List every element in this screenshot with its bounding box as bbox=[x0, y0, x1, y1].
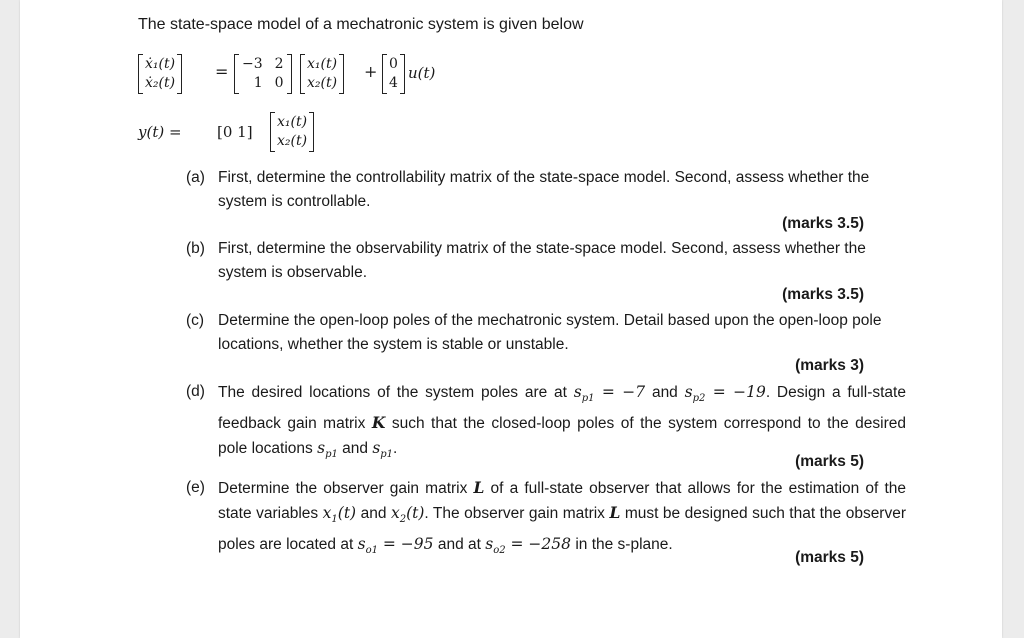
question-label: (d) bbox=[186, 383, 205, 400]
output-lhs bbox=[138, 123, 182, 141]
text-part: and bbox=[645, 384, 685, 401]
question-label: (e) bbox=[186, 479, 205, 496]
marks-b: (marks 3.5) bbox=[782, 286, 864, 303]
pole-symbol: s bbox=[357, 535, 366, 554]
question-c bbox=[186, 309, 906, 357]
marks-e: (marks 5) bbox=[795, 549, 864, 566]
marks-a: (marks 3.5) bbox=[782, 215, 864, 232]
marks-c: (marks 3) bbox=[795, 357, 864, 374]
pole-symbol: s bbox=[684, 383, 693, 401]
pole-symbol: s bbox=[372, 439, 381, 458]
text-part: . The observer gain matrix bbox=[424, 505, 610, 522]
text-part: Determine the observer gain matrix bbox=[218, 480, 474, 497]
gain-k: K bbox=[371, 413, 386, 433]
pole-subscript: o1 bbox=[365, 545, 378, 557]
pole-value: = −19 bbox=[705, 383, 766, 401]
pole-subscript: p1 bbox=[380, 449, 394, 461]
state-symbol: x bbox=[390, 504, 400, 522]
question-label: (a) bbox=[186, 169, 205, 186]
gain-l: L bbox=[609, 503, 621, 522]
x1: x₁(t) bbox=[277, 114, 308, 130]
question-b bbox=[186, 237, 906, 285]
text-part: and bbox=[337, 440, 373, 458]
x2-dot: ẋ₂(t) bbox=[145, 75, 176, 91]
state-subscript: 1 bbox=[331, 514, 338, 526]
question-text: First, determine the controllability matrix of the state-space model. Second, assess whether the system is controllable. bbox=[218, 169, 870, 210]
text-part: such that the closed-loop poles of the system correspond to the desired pole locations bbox=[218, 415, 907, 458]
equals-sign: = bbox=[215, 62, 229, 81]
pole-subscript: p2 bbox=[692, 393, 706, 405]
state-derivative-vector bbox=[138, 54, 182, 94]
x1: x₁(t) bbox=[307, 56, 338, 72]
question-label: (c) bbox=[186, 312, 205, 329]
marks-d: (marks 5) bbox=[795, 453, 864, 470]
pole-subscript: p1 bbox=[325, 449, 338, 461]
pole-symbol: s bbox=[573, 383, 582, 401]
question-text: First, determine the observability matrix of the state-space model. Second, assess whether the system is observable. bbox=[218, 240, 866, 281]
a22: 0 bbox=[274, 75, 284, 91]
document-page bbox=[20, 0, 1002, 638]
question-a bbox=[186, 166, 906, 214]
text-part: and bbox=[356, 505, 391, 522]
plus-sign: + bbox=[364, 62, 378, 81]
y-of-t: y(t) = bbox=[138, 123, 182, 141]
input-u: u(t) bbox=[408, 64, 436, 82]
a12: 2 bbox=[274, 56, 284, 72]
pole-value: = −95 bbox=[377, 535, 434, 554]
x2: x₂(t) bbox=[277, 133, 308, 149]
pole-value: = −7 bbox=[594, 383, 646, 401]
x2: x₂(t) bbox=[307, 75, 338, 91]
x1-dot: ẋ₁(t) bbox=[145, 56, 176, 72]
pole-subscript: p1 bbox=[581, 393, 595, 405]
text-part: . bbox=[393, 440, 398, 458]
b1: 0 bbox=[389, 56, 398, 72]
b2: 4 bbox=[389, 75, 398, 91]
matrix-b bbox=[382, 54, 405, 94]
state-arg: (t) bbox=[337, 504, 357, 522]
text-part: must be designed such that the observer poles are located at bbox=[218, 505, 907, 554]
text-part: of a full-state observer that allows for the estimation of the state variables bbox=[218, 480, 906, 522]
gain-l: L bbox=[473, 478, 485, 497]
text-part: in the s-plane. bbox=[571, 536, 673, 554]
pole-symbol: s bbox=[317, 439, 326, 458]
intro-text: The state-space model of a mechatronic system is given below bbox=[138, 16, 584, 33]
a21: 1 bbox=[253, 75, 263, 91]
pole-value: = −258 bbox=[505, 535, 572, 554]
question-label: (b) bbox=[186, 240, 205, 257]
question-text: Determine the open-loop poles of the mechatronic system. Detail based upon the open-loop pole locations, whether the system is stable or unstable. bbox=[218, 312, 882, 353]
text-part: . Design a full-state feedback gain matrix bbox=[218, 384, 906, 433]
text-part: The desired locations of the system poles are at bbox=[218, 384, 574, 401]
state-symbol: x bbox=[322, 504, 332, 522]
state-subscript: 2 bbox=[399, 514, 407, 526]
state-arg: (t) bbox=[406, 504, 425, 522]
output-state-vector bbox=[270, 112, 314, 152]
pole-subscript: o2 bbox=[493, 545, 506, 557]
text-part: and at bbox=[433, 536, 486, 554]
matrix-a bbox=[234, 54, 292, 94]
state-vector bbox=[300, 54, 344, 94]
pole-symbol: s bbox=[485, 535, 494, 554]
a11: −3 bbox=[242, 56, 263, 72]
matrix-c: [0 1] bbox=[217, 123, 253, 141]
